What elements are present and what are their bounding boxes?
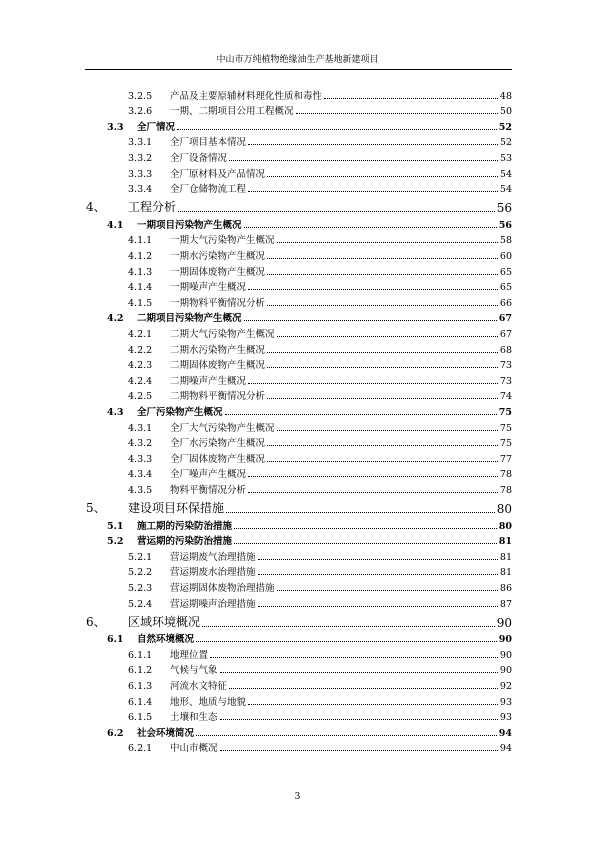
toc-entry[interactable] [0,195,595,215]
toc-dot-leader [267,176,498,177]
toc-entry-title: 全厂水污染物产生概况 [170,438,266,450]
toc-dot-leader [267,305,498,306]
toc-entry-number: 5.1 [107,520,124,532]
toc-entry-page: 87 [499,598,512,610]
toc-entry-title: 地理位置 [170,649,209,661]
toc-entry[interactable] [0,387,595,403]
toc-entry-page: 90 [498,634,512,646]
toc-entry[interactable] [0,356,595,372]
toc-entry-number: 3.2.6 [128,106,153,118]
page-number: 3 [294,792,301,802]
toc-dot-leader [244,320,497,321]
toc-entry-title: 物料平衡情况分析 [170,484,247,496]
toc-entry-page: 52 [498,121,512,133]
toc-entry-page: 60 [499,250,512,262]
toc-entry-number: 6.2 [107,727,124,739]
toc-entry-page: 86 [499,582,512,594]
toc-dot-leader [248,383,498,384]
toc-entry-page: 81 [499,567,512,579]
toc-dot-leader [258,606,498,607]
toc-entry-number: 6.1 [107,634,124,646]
toc-entry-number: 6.1.4 [128,696,153,708]
toc-entry-number: 4、 [86,200,106,215]
toc-entry-page: 73 [499,375,512,387]
toc-dot-leader [267,461,498,462]
header-divider [85,69,512,70]
toc-dot-leader [324,98,498,99]
toc-entry[interactable] [0,594,595,610]
toc-entry[interactable] [0,578,595,594]
toc-entry-number: 4.1.4 [128,282,153,294]
toc-dot-leader [277,590,498,591]
toc-entry-page: 52 [499,137,512,149]
toc-entry-title: 工程分析 [128,200,177,215]
toc-entry[interactable] [0,262,595,278]
toc-entry-title: 社会环境简况 [137,727,195,739]
toc-entry-title: 一期固体废物产生概况 [170,266,266,278]
toc-entry-number: 3.3.2 [128,152,153,164]
toc-entry-page: 94 [499,743,512,755]
toc-dot-leader [267,274,498,275]
toc-entry-page: 81 [498,536,512,548]
toc-entry-number: 4.3.1 [128,422,153,434]
toc-dot-leader [202,626,495,627]
toc-entry-title: 全厂噪声产生概况 [170,469,247,481]
toc-entry-page: 65 [499,282,512,294]
toc-entry-page: 77 [499,453,512,465]
toc-entry-page: 54 [499,184,512,196]
toc-dot-leader [220,672,498,673]
toc-entry-number: 4.3 [107,406,124,418]
toc-entry-title: 二期物料平衡情况分析 [170,391,266,403]
toc-entry[interactable] [0,465,595,481]
toc-entry-page: 48 [499,90,512,102]
toc-entry[interactable] [0,692,595,708]
toc-entry-page: 94 [498,727,512,739]
toc-entry[interactable] [0,496,595,516]
toc-entry-title: 一期项目污染物产生概况 [137,219,242,231]
toc-entry-title: 建设项目环保措施 [128,501,225,515]
toc-entry-title: 区域环境概况 [128,614,201,629]
toc-entry-title: 自然环境概况 [137,634,195,646]
toc-entry-number: 4.1.3 [128,266,153,278]
toc-dot-leader [229,160,498,161]
toc-entry-page: 58 [499,235,512,247]
toc-entry-page: 50 [499,106,512,118]
toc-entry[interactable] [0,708,595,724]
toc-entry-number: 4.3.4 [128,469,153,481]
toc-entry[interactable] [0,231,595,247]
toc-entry[interactable] [0,676,595,692]
toc-entry-page: 73 [499,360,512,372]
toc-entry-page: 75 [498,406,512,418]
toc-entry-page: 92 [499,680,512,692]
toc-entry[interactable] [0,723,595,739]
toc-entry-title: 营运期的污染防治措施 [137,536,233,548]
toc-entry-number: 4.2.3 [128,360,153,372]
toc-entry[interactable] [0,102,595,118]
toc-entry[interactable] [0,309,595,325]
toc-entry-number: 4.2.4 [128,375,153,387]
toc-entry[interactable] [0,371,595,387]
toc-entry-title: 一期物料平衡情况分析 [170,297,266,309]
toc-entry-number: 3.3 [107,121,124,133]
toc-dot-leader [248,191,498,192]
toc-entry-title: 营运期噪声治理措施 [170,598,256,610]
toc-entry-title: 河流水文特征 [170,680,228,692]
toc-entry-number: 5.2.4 [128,598,153,610]
toc-entry[interactable] [0,547,595,563]
toc-dot-leader [277,242,498,243]
toc-dot-leader [248,289,498,290]
toc-entry-title: 全厂固体废物产生概况 [170,453,266,465]
toc-entry-page: 90 [499,649,512,661]
toc-entry-title: 二期项目污染物产生概况 [137,313,242,325]
toc-dot-leader [248,704,498,705]
toc-entry-number: 4.2.5 [128,391,153,403]
toc-entry-title: 一期大气污染物产生概况 [170,235,275,247]
toc-entry-number: 3.3.4 [128,184,153,196]
toc-entry-number: 4.3.2 [128,438,153,450]
toc-entry[interactable] [0,739,595,755]
toc-entry-title: 全厂原材料及产品情况 [170,168,266,180]
toc-dot-leader [296,113,498,114]
toc-dot-leader [267,367,498,368]
toc-entry-number: 6、 [86,614,106,629]
toc-entry-title: 二期大气污染物产生概况 [170,328,275,340]
toc-dot-leader [267,398,498,399]
toc-entry[interactable] [0,516,595,532]
toc-entry[interactable] [0,630,595,646]
toc-entry-page: 75 [499,422,512,434]
toc-entry-number: 4.2 [107,313,124,325]
toc-entry-number: 4.2.1 [128,328,153,340]
toc-entry-title: 二期噪声产生概况 [170,375,247,387]
toc-entry[interactable] [0,645,595,661]
toc-entry[interactable] [0,133,595,149]
toc-entry-page: 67 [498,313,512,325]
toc-entry-page: 80 [498,520,512,532]
toc-entry-number: 5、 [86,501,106,515]
toc-entry-page: 93 [499,696,512,708]
toc-entry[interactable] [0,610,595,630]
toc-entry[interactable] [0,402,595,418]
toc-dot-leader [248,144,498,145]
toc-entry-number: 4.3.5 [128,484,153,496]
toc-dot-leader [248,492,498,493]
toc-dot-leader [226,512,495,513]
toc-entry[interactable] [0,480,595,496]
toc-entry-page: 68 [499,344,512,356]
toc-entry-number: 4.1.2 [128,250,153,262]
toc-entry-page: 78 [499,469,512,481]
toc-dot-leader [229,688,498,689]
toc-entry-title: 二期水污染物产生概况 [170,344,266,356]
toc-entry[interactable] [0,215,595,231]
toc-entry[interactable] [0,117,595,133]
toc-entry[interactable] [0,532,595,548]
toc-entry-title: 中山市概况 [170,743,218,755]
toc-entry-number: 5.2 [107,536,124,548]
toc-entry-number: 5.2.3 [128,582,153,594]
toc-entry[interactable] [0,434,595,450]
toc-dot-leader [244,227,497,228]
toc-entry-page: 90 [496,615,512,630]
toc-dot-leader [225,414,497,415]
toc-entry-title: 营运期废气治理措施 [170,551,256,563]
toc-entry-page: 65 [499,266,512,278]
toc-entry-number: 4.1 [107,219,124,231]
toc-dot-leader [210,657,498,658]
toc-entry-number: 6.1.2 [128,665,153,677]
toc-entry-title: 全厂设备情况 [170,152,228,164]
toc-entry-number: 6.2.1 [128,743,153,755]
toc-entry-page: 67 [499,328,512,340]
toc-entry[interactable] [0,293,595,309]
toc-entry[interactable] [0,563,595,579]
toc-dot-leader [220,719,498,720]
toc-entry-page: 53 [499,152,512,164]
toc-entry-title: 一期水污染物产生概况 [170,250,266,262]
toc-entry-number: 6.1.5 [128,712,153,724]
toc-entry[interactable] [0,246,595,262]
toc-dot-leader [248,476,498,477]
toc-entry-number: 3.2.5 [128,90,153,102]
toc-dot-leader [234,543,497,544]
toc-dot-leader [196,641,497,642]
toc-entry-number: 5.2.2 [128,567,153,579]
toc-entry-page: 66 [499,297,512,309]
toc-dot-leader [258,559,498,560]
toc-entry-page: 93 [499,712,512,724]
toc-entry-number: 3.3.3 [128,168,153,180]
toc-entry[interactable] [0,418,595,434]
toc-entry[interactable] [0,164,595,180]
toc-entry[interactable] [0,180,595,196]
toc-dot-leader [196,735,497,736]
toc-dot-leader [220,750,498,751]
toc-entry-page: 81 [499,551,512,563]
toc-dot-leader [177,129,497,130]
toc-entry-title: 气候与气象 [170,665,218,677]
toc-entry[interactable] [0,340,595,356]
toc-entry-number: 4.1.5 [128,297,153,309]
toc-entry-title: 地形、地质与地貌 [170,696,247,708]
toc-entry-page: 56 [498,219,512,231]
toc-entry-number: 4.3.3 [128,453,153,465]
toc-entry-title: 一期噪声产生概况 [170,282,247,294]
toc-entry[interactable] [0,278,595,294]
toc-entry[interactable] [0,324,595,340]
toc-entry-page: 80 [496,502,512,516]
toc-entry-title: 全厂大气污染物产生概况 [170,422,275,434]
toc-entry-title: 营运期废水治理措施 [170,567,256,579]
toc-entry-title: 营运期固体废物治理措施 [170,582,275,594]
toc-entry-title: 一期、二期项目公用工程概况 [170,106,294,118]
toc-entry-title: 全厂仓储物流工程 [170,184,247,196]
toc-entry-title: 全厂项目基本情况 [170,137,247,149]
toc-dot-leader [178,211,495,212]
toc-entry[interactable] [0,449,595,465]
toc-entry-page: 74 [499,391,512,403]
toc-dot-leader [234,528,497,529]
toc-dot-leader [258,574,498,575]
toc-entry-number: 4.2.2 [128,344,153,356]
toc-entry-page: 78 [499,484,512,496]
toc-dot-leader [267,258,498,259]
toc-entry-title: 全厂情况 [137,121,176,133]
toc-entry-title: 二期固体废物产生概况 [170,360,266,372]
toc-entry-number: 6.1.3 [128,680,153,692]
toc-entry[interactable] [0,86,595,102]
toc-entry-page: 75 [499,438,512,450]
toc-entry-page: 56 [496,201,512,216]
toc-entry-page: 90 [499,665,512,677]
toc-dot-leader [267,445,498,446]
toc-entry-title: 施工期的污染防治措施 [137,520,233,532]
toc-entry-number: 4.1.1 [128,235,153,247]
toc-entry-number: 5.2.1 [128,551,153,563]
toc-dot-leader [277,336,498,337]
toc-entry[interactable] [0,148,595,164]
toc-entry[interactable] [0,661,595,677]
toc-entry-number: 6.1.1 [128,649,153,661]
page-header: 中山市万纯植物绝缘油生产基地新建项目 [216,55,379,65]
toc-dot-leader [267,352,498,353]
toc-entry-page: 54 [499,168,512,180]
toc-entry-number: 3.3.1 [128,137,153,149]
toc-dot-leader [277,430,498,431]
toc-entry-title: 全厂污染物产生概况 [137,406,223,418]
toc-entry-title: 土壤和生态 [170,712,218,724]
toc-entry-title: 产品及主要原辅材料理化性质和毒性 [170,90,323,102]
